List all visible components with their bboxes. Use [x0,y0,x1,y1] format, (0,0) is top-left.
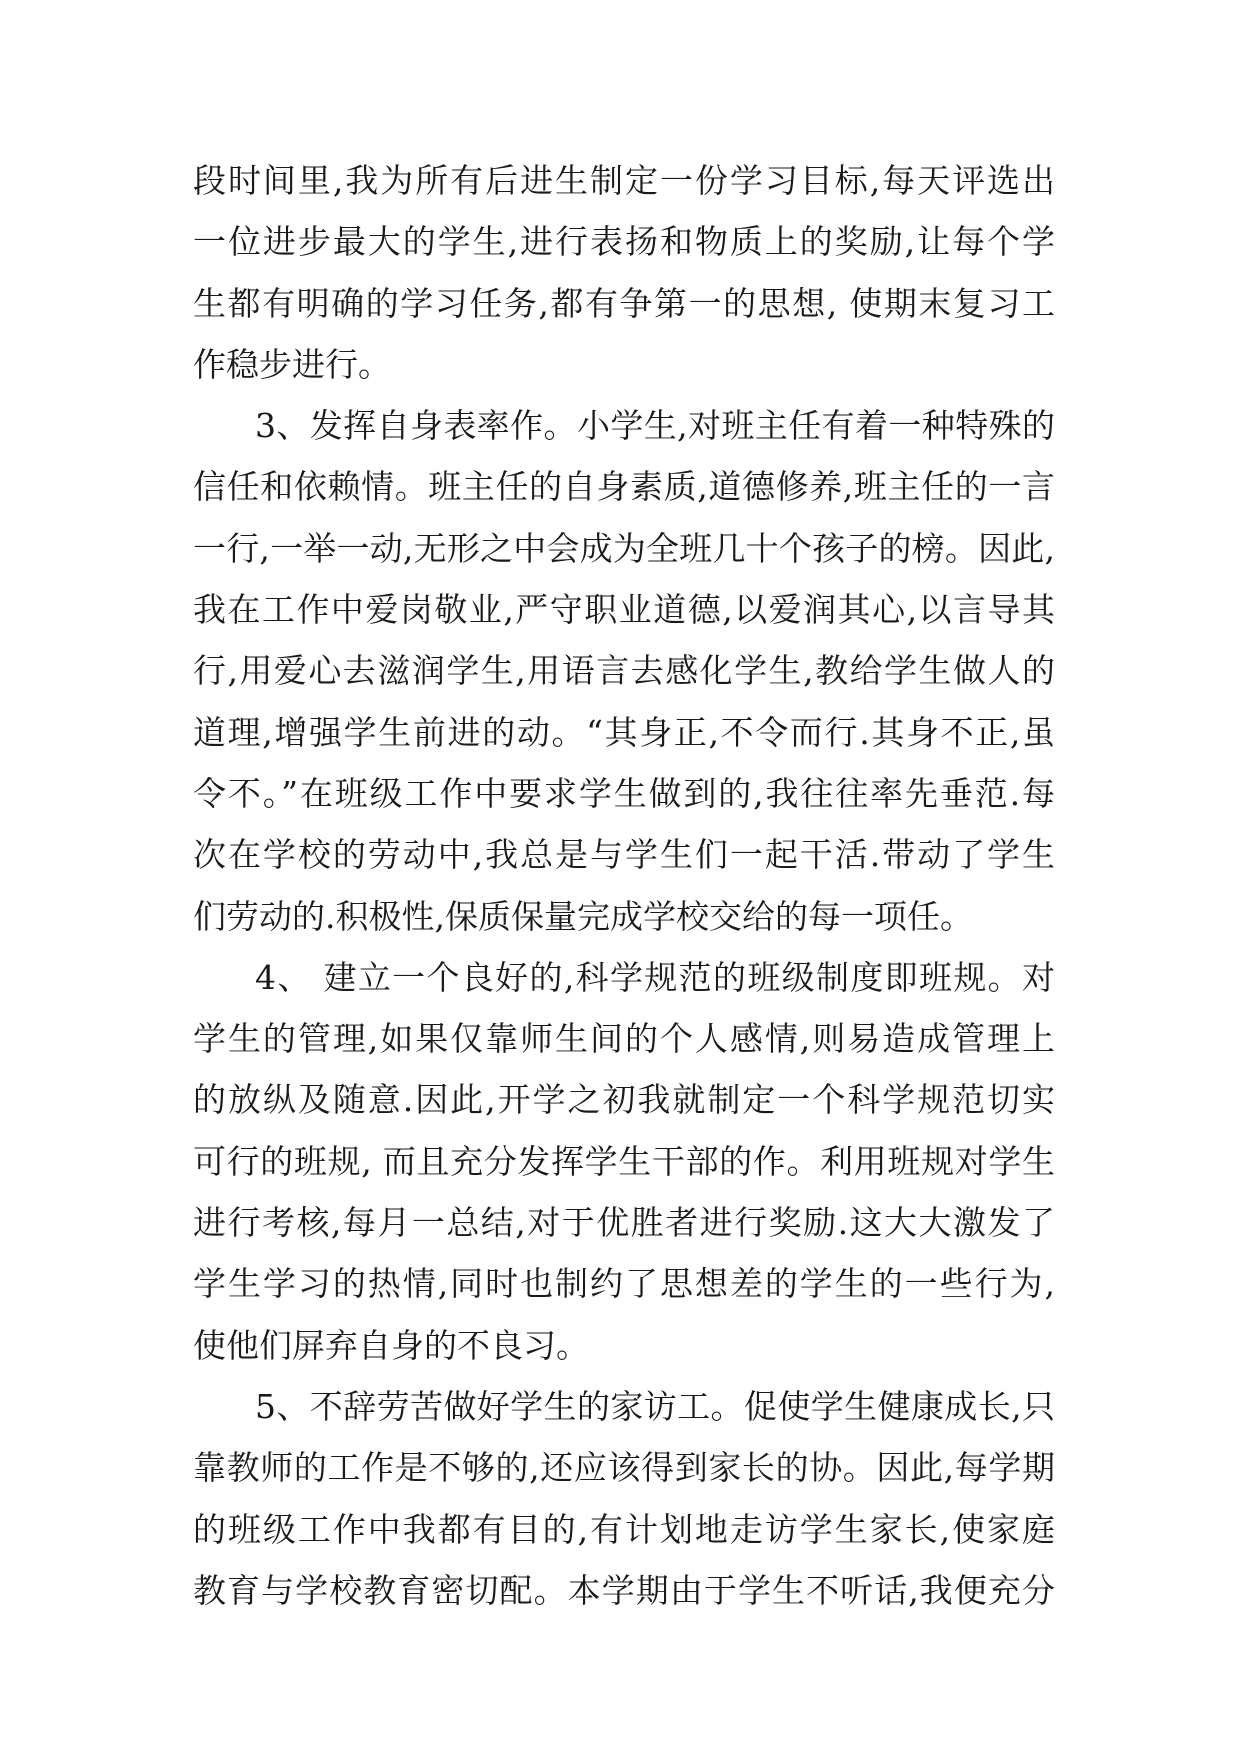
text-line: 靠教师的工作是不够的,还应该得到家长的协。因此,每学期 [193,1448,1055,1488]
text-line: 进行考核,每月一总结,对于优胜者进行奖励.这大大激发了 [193,1203,1055,1243]
text-line: 次在学校的劳动中,我总是与学生们一起干活.带动了学生 [193,835,1055,875]
text-line: 行,用爱心去滋润学生,用语言去感化学生,教给学生做人的 [193,651,1055,691]
text-line: 生都有明确的学习任务,都有争第一的思想, 使期末复习工 [193,283,1055,323]
text-line: 一行,一举一动,无形之中会成为全班几十个孩子的榜。因此, [193,528,1055,568]
paragraph-3-first-line: 3、发挥自身表率作。小学生,对班主任有着一种特殊的 [255,406,1055,446]
text-line: 学生的管理,如果仅靠师生间的个人感情,则易造成管理上 [193,1019,1055,1059]
text-line: 信任和依赖情。班主任的自身素质,道德修养,班主任的一言 [193,467,1055,507]
text-line: 道理,增强学生前进的动。“其身正,不令而行.其身不正,虽 [193,712,1055,752]
paragraph-4-first-line: 4、 建立一个良好的,科学规范的班级制度即班规。对 [255,957,1055,997]
text-line: 学生学习的热情,同时也制约了思想差的学生的一些行为, [193,1264,1055,1304]
text-line: 使他们屏弃自身的不良习。 [193,1325,589,1365]
text-line: 我在工作中爱岗敬业,严守职业道德,以爱润其心,以言导其 [193,590,1055,630]
text-line: 教育与学校教育密切配。本学期由于学生不听话,我便充分 [193,1570,1055,1610]
paragraph-5-first-line: 5、不辞劳苦做好学生的家访工。促使学生健康成长,只 [255,1386,1055,1426]
document-body [193,150,1055,1621]
text-line: 令不。”在班级工作中要求学生做到的,我往往率先垂范.每 [193,773,1055,813]
text-line: 段时间里,我为所有后进生制定一份学习目标,每天评选出 [193,161,1055,200]
text-line: 一位进步最大的学生,进行表扬和物质上的奖励,让每个学 [193,222,1055,262]
text-line: 们劳动的.积极性,保质保量完成学校交给的每一项任。 [193,896,973,936]
text-line: 可行的班规, 而且充分发挥学生干部的作。利用班规对学生 [193,1141,1055,1181]
text-line: 作稳步进行。 [193,344,391,384]
text-line: 的班级工作中我都有目的,有计划地走访学生家长,使家庭 [193,1509,1055,1549]
text-line: 的放纵及随意.因此,开学之初我就制定一个科学规范切实 [193,1080,1055,1120]
